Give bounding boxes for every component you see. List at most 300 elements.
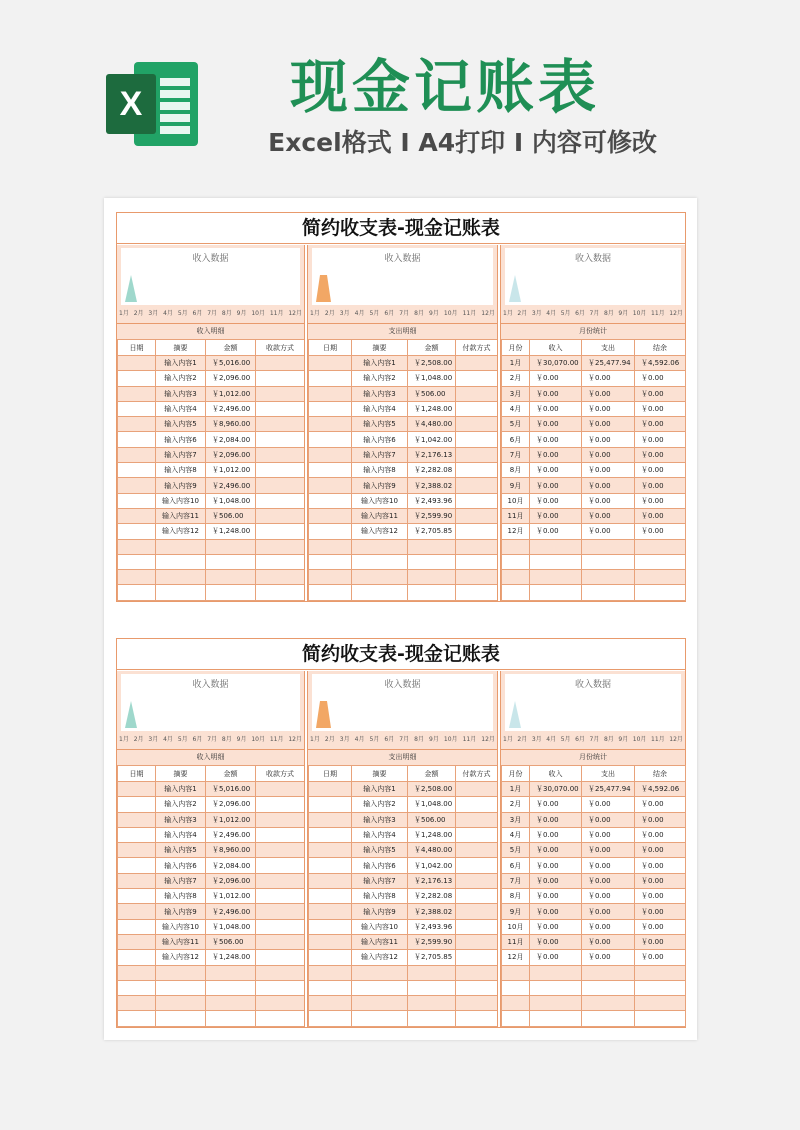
table-cell[interactable]: ￥0.00	[582, 934, 635, 949]
table-cell[interactable]: ￥0.00	[582, 478, 635, 493]
table-cell[interactable]	[582, 996, 635, 1011]
table-cell[interactable]	[635, 570, 686, 585]
table-cell[interactable]	[582, 585, 635, 600]
table-cell[interactable]	[309, 371, 352, 386]
table-cell[interactable]: ￥4,480.00	[408, 417, 456, 432]
table-cell[interactable]	[530, 554, 582, 569]
table-cell[interactable]: 输入内容12	[156, 524, 206, 539]
table-cell[interactable]	[456, 827, 498, 842]
table-cell[interactable]	[118, 570, 156, 585]
table-cell[interactable]: ￥4,480.00	[408, 843, 456, 858]
table-cell[interactable]: ￥0.00	[530, 843, 582, 858]
table-cell[interactable]	[118, 996, 156, 1011]
table-cell[interactable]: 7月	[502, 447, 530, 462]
table-cell[interactable]: ￥0.00	[530, 904, 582, 919]
table-cell[interactable]	[456, 782, 498, 797]
table-cell[interactable]	[456, 585, 498, 600]
table-cell[interactable]	[408, 554, 456, 569]
table-cell[interactable]	[456, 858, 498, 873]
table-cell[interactable]	[582, 965, 635, 980]
table-cell[interactable]	[256, 889, 305, 904]
table-cell[interactable]: 10月	[502, 919, 530, 934]
table-cell[interactable]: 12月	[502, 524, 530, 539]
table-cell[interactable]: ￥1,248.00	[206, 524, 256, 539]
table-cell[interactable]: ￥0.00	[582, 919, 635, 934]
table-cell[interactable]	[456, 812, 498, 827]
table-cell[interactable]: 输入内容12	[352, 524, 408, 539]
table-cell[interactable]	[456, 417, 498, 432]
table-cell[interactable]: ￥0.00	[530, 524, 582, 539]
table-cell[interactable]: ￥0.00	[635, 386, 686, 401]
table-cell[interactable]: 输入内容8	[352, 463, 408, 478]
table-cell[interactable]	[456, 539, 498, 554]
table-cell[interactable]: ￥1,048.00	[408, 797, 456, 812]
table-cell[interactable]: 11月	[502, 934, 530, 949]
table-cell[interactable]: ￥0.00	[635, 797, 686, 812]
table-cell[interactable]	[456, 478, 498, 493]
table-cell[interactable]: ￥0.00	[635, 843, 686, 858]
table-cell[interactable]: ￥2,508.00	[408, 356, 456, 371]
table-cell[interactable]: ￥2,508.00	[408, 782, 456, 797]
table-cell[interactable]: ￥2,496.00	[206, 904, 256, 919]
table-cell[interactable]	[256, 524, 305, 539]
table-cell[interactable]: 输入内容10	[352, 493, 408, 508]
table-cell[interactable]: ￥0.00	[582, 508, 635, 523]
table-cell[interactable]	[309, 904, 352, 919]
table-cell[interactable]: ￥8,960.00	[206, 417, 256, 432]
table-cell[interactable]	[256, 858, 305, 873]
table-cell[interactable]: 输入内容1	[352, 782, 408, 797]
table-cell[interactable]	[456, 797, 498, 812]
table-cell[interactable]	[256, 1011, 305, 1026]
table-cell[interactable]: 输入内容3	[156, 812, 206, 827]
table-cell[interactable]: ￥25,477.94	[582, 782, 635, 797]
table-cell[interactable]	[309, 508, 352, 523]
table-cell[interactable]	[456, 554, 498, 569]
table-cell[interactable]	[309, 539, 352, 554]
table-cell[interactable]	[456, 401, 498, 416]
table-cell[interactable]	[118, 782, 156, 797]
table-cell[interactable]	[408, 539, 456, 554]
table-cell[interactable]	[256, 570, 305, 585]
table-cell[interactable]	[635, 965, 686, 980]
table-cell[interactable]: ￥0.00	[635, 812, 686, 827]
table-cell[interactable]	[309, 858, 352, 873]
table-cell[interactable]: ￥0.00	[582, 889, 635, 904]
table-cell[interactable]	[456, 873, 498, 888]
table-cell[interactable]: ￥0.00	[582, 493, 635, 508]
table-cell[interactable]	[582, 1011, 635, 1026]
table-cell[interactable]	[118, 432, 156, 447]
table-cell[interactable]	[456, 570, 498, 585]
table-cell[interactable]: 输入内容9	[156, 904, 206, 919]
table-cell[interactable]	[352, 554, 408, 569]
table-cell[interactable]	[118, 447, 156, 462]
table-cell[interactable]	[206, 585, 256, 600]
table-cell[interactable]	[309, 432, 352, 447]
table-cell[interactable]: 输入内容8	[156, 463, 206, 478]
table-cell[interactable]: ￥0.00	[635, 432, 686, 447]
table-cell[interactable]	[118, 356, 156, 371]
table-cell[interactable]: ￥0.00	[530, 401, 582, 416]
table-cell[interactable]: ￥0.00	[635, 493, 686, 508]
table-cell[interactable]: ￥0.00	[635, 401, 686, 416]
table-cell[interactable]: 输入内容10	[156, 493, 206, 508]
table-cell[interactable]	[118, 585, 156, 600]
table-cell[interactable]	[309, 950, 352, 965]
table-cell[interactable]	[118, 524, 156, 539]
table-cell[interactable]: ￥4,592.06	[635, 782, 686, 797]
table-cell[interactable]	[309, 356, 352, 371]
table-cell[interactable]: ￥506.00	[206, 934, 256, 949]
table-cell[interactable]: ￥1,048.00	[408, 371, 456, 386]
table-cell[interactable]: 输入内容4	[156, 401, 206, 416]
table-cell[interactable]: ￥2,096.00	[206, 371, 256, 386]
table-cell[interactable]	[206, 980, 256, 995]
table-cell[interactable]	[635, 980, 686, 995]
table-cell[interactable]: ￥2,176.13	[408, 873, 456, 888]
table-cell[interactable]: 7月	[502, 873, 530, 888]
table-cell[interactable]	[309, 873, 352, 888]
table-cell[interactable]: ￥1,248.00	[408, 401, 456, 416]
table-cell[interactable]: ￥0.00	[530, 463, 582, 478]
table-cell[interactable]: ￥25,477.94	[582, 356, 635, 371]
table-cell[interactable]: 12月	[502, 950, 530, 965]
table-cell[interactable]: 输入内容1	[156, 356, 206, 371]
table-cell[interactable]	[309, 478, 352, 493]
table-cell[interactable]	[309, 965, 352, 980]
table-cell[interactable]: ￥506.00	[206, 508, 256, 523]
table-cell[interactable]	[530, 1011, 582, 1026]
table-cell[interactable]	[206, 554, 256, 569]
table-cell[interactable]	[256, 843, 305, 858]
table-cell[interactable]	[352, 965, 408, 980]
table-cell[interactable]: 输入内容10	[352, 919, 408, 934]
table-cell[interactable]: ￥0.00	[635, 371, 686, 386]
table-cell[interactable]	[456, 996, 498, 1011]
table-cell[interactable]	[256, 508, 305, 523]
table-cell[interactable]: 输入内容11	[352, 508, 408, 523]
table-cell[interactable]: ￥0.00	[582, 950, 635, 965]
table-cell[interactable]	[118, 980, 156, 995]
table-cell[interactable]: 2月	[502, 371, 530, 386]
table-cell[interactable]	[309, 919, 352, 934]
table-cell[interactable]: ￥0.00	[582, 797, 635, 812]
table-cell[interactable]: ￥2,388.02	[408, 478, 456, 493]
table-cell[interactable]	[530, 980, 582, 995]
table-cell[interactable]: 输入内容2	[352, 797, 408, 812]
table-cell[interactable]	[309, 570, 352, 585]
table-cell[interactable]	[206, 996, 256, 1011]
table-cell[interactable]	[352, 1011, 408, 1026]
table-cell[interactable]: ￥1,012.00	[206, 812, 256, 827]
table-cell[interactable]: 5月	[502, 843, 530, 858]
table-cell[interactable]	[502, 980, 530, 995]
table-cell[interactable]: ￥1,012.00	[206, 463, 256, 478]
table-cell[interactable]: 输入内容2	[156, 797, 206, 812]
table-cell[interactable]	[118, 873, 156, 888]
table-cell[interactable]	[156, 554, 206, 569]
table-cell[interactable]: ￥2,599.90	[408, 934, 456, 949]
table-cell[interactable]	[502, 554, 530, 569]
table-cell[interactable]	[635, 1011, 686, 1026]
table-cell[interactable]	[156, 965, 206, 980]
table-cell[interactable]	[118, 417, 156, 432]
table-cell[interactable]	[352, 585, 408, 600]
table-cell[interactable]	[456, 950, 498, 965]
table-cell[interactable]	[408, 996, 456, 1011]
table-cell[interactable]	[582, 570, 635, 585]
table-cell[interactable]: ￥2,096.00	[206, 797, 256, 812]
table-cell[interactable]	[309, 843, 352, 858]
table-cell[interactable]: ￥30,070.00	[530, 782, 582, 797]
table-cell[interactable]: 输入内容5	[352, 843, 408, 858]
table-cell[interactable]	[502, 570, 530, 585]
table-cell[interactable]	[456, 843, 498, 858]
table-cell[interactable]	[582, 980, 635, 995]
table-cell[interactable]: 8月	[502, 889, 530, 904]
table-cell[interactable]: ￥2,496.00	[206, 401, 256, 416]
table-cell[interactable]	[256, 447, 305, 462]
table-cell[interactable]: ￥0.00	[635, 873, 686, 888]
table-cell[interactable]	[635, 539, 686, 554]
table-cell[interactable]	[456, 919, 498, 934]
table-cell[interactable]	[530, 965, 582, 980]
table-cell[interactable]	[352, 570, 408, 585]
table-cell[interactable]	[256, 782, 305, 797]
table-cell[interactable]: ￥5,016.00	[206, 782, 256, 797]
table-cell[interactable]	[118, 889, 156, 904]
table-cell[interactable]	[256, 827, 305, 842]
table-cell[interactable]: 输入内容4	[352, 401, 408, 416]
table-cell[interactable]: ￥2,096.00	[206, 873, 256, 888]
table-cell[interactable]	[456, 889, 498, 904]
table-cell[interactable]: 输入内容7	[352, 447, 408, 462]
table-cell[interactable]	[309, 934, 352, 949]
table-cell[interactable]: ￥0.00	[530, 797, 582, 812]
table-cell[interactable]: ￥0.00	[582, 401, 635, 416]
table-cell[interactable]	[256, 965, 305, 980]
table-cell[interactable]: ￥2,084.00	[206, 858, 256, 873]
table-cell[interactable]: ￥0.00	[530, 827, 582, 842]
table-cell[interactable]: ￥0.00	[582, 858, 635, 873]
table-cell[interactable]: 输入内容5	[156, 843, 206, 858]
table-cell[interactable]	[408, 965, 456, 980]
table-cell[interactable]	[309, 827, 352, 842]
table-cell[interactable]	[309, 585, 352, 600]
table-cell[interactable]	[309, 524, 352, 539]
table-cell[interactable]	[256, 417, 305, 432]
table-cell[interactable]: 输入内容11	[352, 934, 408, 949]
table-cell[interactable]: ￥0.00	[582, 371, 635, 386]
table-cell[interactable]: 输入内容5	[156, 417, 206, 432]
table-cell[interactable]	[156, 539, 206, 554]
table-cell[interactable]: ￥0.00	[635, 478, 686, 493]
table-cell[interactable]	[256, 797, 305, 812]
table-cell[interactable]	[456, 904, 498, 919]
table-cell[interactable]	[530, 570, 582, 585]
table-cell[interactable]: ￥0.00	[582, 386, 635, 401]
table-cell[interactable]: 输入内容6	[352, 858, 408, 873]
table-cell[interactable]: ￥0.00	[582, 873, 635, 888]
table-cell[interactable]: 2月	[502, 797, 530, 812]
table-cell[interactable]	[118, 539, 156, 554]
table-cell[interactable]: 6月	[502, 432, 530, 447]
table-cell[interactable]: 输入内容9	[156, 478, 206, 493]
table-cell[interactable]: ￥2,496.00	[206, 478, 256, 493]
table-cell[interactable]	[635, 996, 686, 1011]
table-cell[interactable]	[118, 797, 156, 812]
table-cell[interactable]: 1月	[502, 356, 530, 371]
table-cell[interactable]: 6月	[502, 858, 530, 873]
table-cell[interactable]	[118, 950, 156, 965]
table-cell[interactable]: ￥1,048.00	[206, 493, 256, 508]
table-cell[interactable]	[118, 554, 156, 569]
table-cell[interactable]	[309, 782, 352, 797]
table-cell[interactable]: ￥0.00	[530, 386, 582, 401]
table-cell[interactable]	[408, 980, 456, 995]
table-cell[interactable]	[156, 996, 206, 1011]
table-cell[interactable]	[635, 554, 686, 569]
table-cell[interactable]: 3月	[502, 386, 530, 401]
table-cell[interactable]: ￥0.00	[582, 432, 635, 447]
table-cell[interactable]	[408, 1011, 456, 1026]
table-cell[interactable]	[456, 371, 498, 386]
table-cell[interactable]	[256, 980, 305, 995]
table-cell[interactable]	[309, 889, 352, 904]
table-cell[interactable]: ￥1,248.00	[206, 950, 256, 965]
table-cell[interactable]: ￥0.00	[635, 889, 686, 904]
table-cell[interactable]: 输入内容8	[352, 889, 408, 904]
table-cell[interactable]	[118, 812, 156, 827]
table-cell[interactable]: ￥0.00	[635, 447, 686, 462]
table-cell[interactable]: ￥0.00	[635, 904, 686, 919]
table-cell[interactable]: 输入内容7	[156, 873, 206, 888]
table-cell[interactable]: ￥2,705.85	[408, 950, 456, 965]
table-cell[interactable]: ￥0.00	[530, 417, 582, 432]
table-cell[interactable]: ￥0.00	[635, 919, 686, 934]
table-cell[interactable]	[118, 371, 156, 386]
table-cell[interactable]: ￥0.00	[530, 447, 582, 462]
table-cell[interactable]	[309, 447, 352, 462]
table-cell[interactable]	[118, 965, 156, 980]
table-cell[interactable]: ￥0.00	[635, 950, 686, 965]
table-cell[interactable]	[456, 524, 498, 539]
table-cell[interactable]	[408, 585, 456, 600]
table-cell[interactable]	[502, 965, 530, 980]
table-cell[interactable]: ￥0.00	[582, 524, 635, 539]
table-cell[interactable]: 输入内容3	[156, 386, 206, 401]
table-cell[interactable]: ￥1,012.00	[206, 386, 256, 401]
table-cell[interactable]	[206, 965, 256, 980]
table-cell[interactable]: 输入内容10	[156, 919, 206, 934]
table-cell[interactable]: ￥0.00	[635, 508, 686, 523]
table-cell[interactable]	[502, 1011, 530, 1026]
table-cell[interactable]	[502, 539, 530, 554]
table-cell[interactable]	[118, 386, 156, 401]
table-cell[interactable]: ￥0.00	[530, 432, 582, 447]
table-cell[interactable]: ￥4,592.06	[635, 356, 686, 371]
table-cell[interactable]: 输入内容1	[156, 782, 206, 797]
table-cell[interactable]	[309, 417, 352, 432]
table-cell[interactable]	[118, 904, 156, 919]
table-cell[interactable]	[408, 570, 456, 585]
table-cell[interactable]: ￥1,012.00	[206, 889, 256, 904]
table-cell[interactable]	[256, 873, 305, 888]
table-cell[interactable]	[206, 570, 256, 585]
table-cell[interactable]	[309, 386, 352, 401]
table-cell[interactable]	[530, 996, 582, 1011]
table-cell[interactable]	[118, 827, 156, 842]
table-cell[interactable]: ￥8,960.00	[206, 843, 256, 858]
table-cell[interactable]: 9月	[502, 478, 530, 493]
table-cell[interactable]: 输入内容5	[352, 417, 408, 432]
table-cell[interactable]: ￥0.00	[635, 417, 686, 432]
table-cell[interactable]: ￥0.00	[582, 904, 635, 919]
table-cell[interactable]	[206, 539, 256, 554]
table-cell[interactable]: ￥0.00	[530, 508, 582, 523]
table-cell[interactable]	[156, 1011, 206, 1026]
table-cell[interactable]: ￥2,496.00	[206, 827, 256, 842]
table-cell[interactable]	[156, 980, 206, 995]
table-cell[interactable]	[456, 432, 498, 447]
table-cell[interactable]	[256, 478, 305, 493]
table-cell[interactable]: ￥1,042.00	[408, 858, 456, 873]
table-cell[interactable]	[256, 904, 305, 919]
table-cell[interactable]: ￥0.00	[582, 417, 635, 432]
table-cell[interactable]	[309, 996, 352, 1011]
table-cell[interactable]: ￥2,493.96	[408, 919, 456, 934]
table-cell[interactable]: ￥0.00	[530, 919, 582, 934]
table-cell[interactable]	[456, 356, 498, 371]
table-cell[interactable]	[256, 539, 305, 554]
table-cell[interactable]	[256, 554, 305, 569]
table-cell[interactable]: 输入内容3	[352, 386, 408, 401]
table-cell[interactable]: ￥2,096.00	[206, 447, 256, 462]
table-cell[interactable]	[256, 463, 305, 478]
table-cell[interactable]: ￥2,388.02	[408, 904, 456, 919]
table-cell[interactable]: ￥0.00	[582, 843, 635, 858]
table-cell[interactable]: ￥0.00	[635, 827, 686, 842]
table-cell[interactable]: 8月	[502, 463, 530, 478]
table-cell[interactable]	[118, 463, 156, 478]
table-cell[interactable]: ￥0.00	[635, 463, 686, 478]
table-cell[interactable]	[118, 919, 156, 934]
table-cell[interactable]	[256, 812, 305, 827]
table-cell[interactable]: ￥0.00	[582, 447, 635, 462]
table-cell[interactable]	[456, 463, 498, 478]
table-cell[interactable]	[530, 539, 582, 554]
table-cell[interactable]	[118, 858, 156, 873]
table-cell[interactable]	[118, 401, 156, 416]
table-cell[interactable]	[456, 493, 498, 508]
table-cell[interactable]	[118, 843, 156, 858]
table-cell[interactable]: 10月	[502, 493, 530, 508]
table-cell[interactable]	[256, 919, 305, 934]
table-cell[interactable]	[118, 508, 156, 523]
table-cell[interactable]: ￥1,248.00	[408, 827, 456, 842]
table-cell[interactable]	[118, 493, 156, 508]
table-cell[interactable]	[309, 401, 352, 416]
table-cell[interactable]: 输入内容7	[352, 873, 408, 888]
table-cell[interactable]	[256, 401, 305, 416]
table-cell[interactable]: ￥0.00	[530, 950, 582, 965]
table-cell[interactable]: 1月	[502, 782, 530, 797]
table-cell[interactable]	[156, 570, 206, 585]
table-cell[interactable]	[156, 585, 206, 600]
table-cell[interactable]	[256, 934, 305, 949]
table-cell[interactable]: 输入内容2	[156, 371, 206, 386]
